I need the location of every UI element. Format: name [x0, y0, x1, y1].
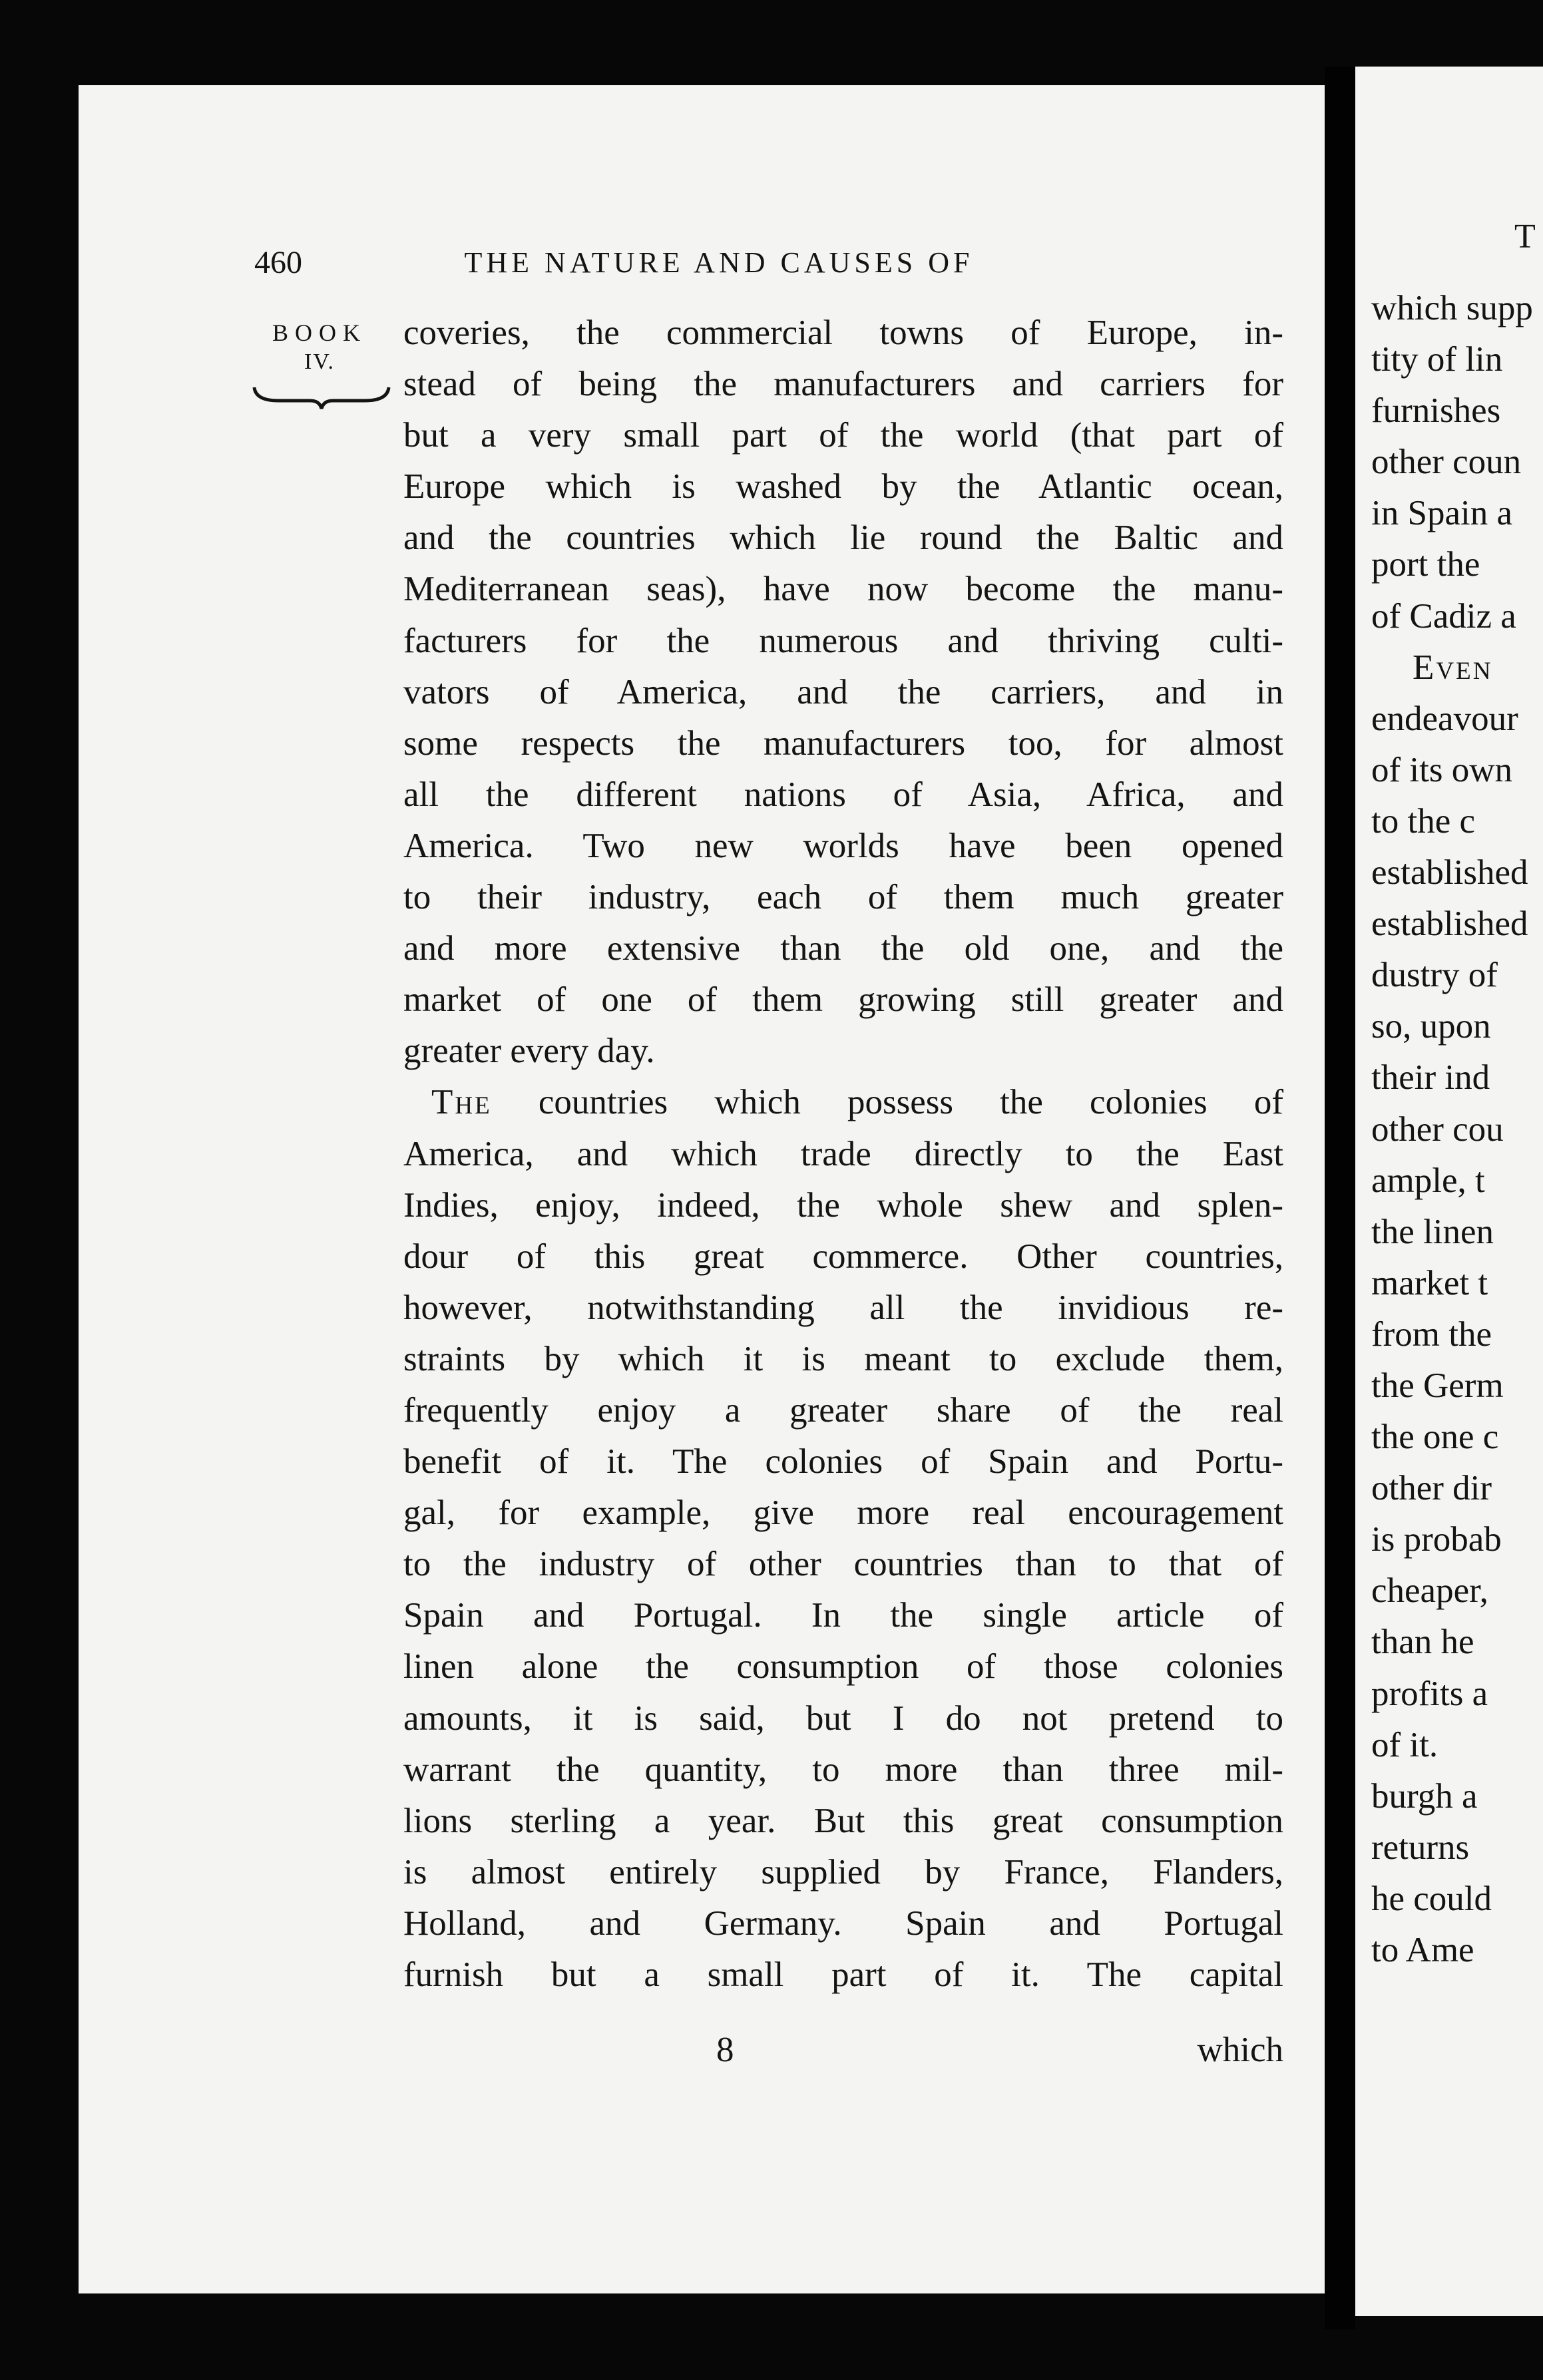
text-line: benefit of it. The colonies of Spain and Portu- [403, 1442, 1283, 1482]
text-line: greater every day. [403, 1032, 655, 1071]
text-line: market of one of them growing still greater and [403, 980, 1283, 1020]
text-line: furnishes [1371, 391, 1501, 431]
text-line: amounts, it is said, but I do not pretend to [403, 1698, 1283, 1738]
text-line: endeavour [1371, 699, 1518, 738]
text-line: Spain and Portugal. In the single article of [403, 1596, 1283, 1635]
text-line: market t [1371, 1263, 1488, 1302]
text-line: Indies, enjoy, indeed, the whole shew and splen- [403, 1185, 1283, 1225]
signature-mark: 8 [716, 2031, 734, 2069]
text-line: burgh a [1371, 1776, 1478, 1816]
text-line: than he [1371, 1623, 1474, 1662]
text-line: of its own [1371, 750, 1512, 789]
text-line: but a very small part of the world (that part of [403, 416, 1283, 455]
text-line: Holland, and Germany. Spain and Portugal [403, 1903, 1283, 1943]
text-line: he could [1371, 1879, 1492, 1918]
text-line: however, notwithstanding all the invidious re- [403, 1288, 1283, 1327]
text-line: all the different nations of Asia, Africa, and [403, 775, 1283, 814]
text-line: dustry of [1371, 956, 1498, 995]
text-line: the one c [1371, 1418, 1499, 1457]
text-line: warrant the quantity, to more than three mil- [403, 1750, 1283, 1789]
text-line: returns [1371, 1828, 1470, 1867]
text-line: to the industry of other countries than to that of [403, 1545, 1283, 1584]
text-line: stead of being the manufacturers and carriers for [403, 365, 1283, 404]
text-line: some respects the manufacturers too, for almost [403, 723, 1283, 763]
text-line: and more extensive than the old one, and the [403, 929, 1283, 968]
text-line: other coun [1371, 443, 1522, 482]
paragraph-first-line-rest: countries which possess the colonies of [491, 1083, 1283, 1122]
text-line: Even [1413, 648, 1493, 687]
text-line: the Germ [1371, 1366, 1504, 1405]
text-line: of it. [1371, 1725, 1438, 1764]
right-page-text [1371, 283, 1543, 1976]
text-line: vators of America, and the carriers, and in [403, 672, 1283, 711]
right-page-header-fragment: T [1514, 218, 1538, 256]
page-footer [403, 2023, 1283, 2077]
text-line: from the [1371, 1314, 1492, 1354]
margin-note-book: BOOK [272, 319, 367, 346]
paragraph-lead-word: The [431, 1083, 492, 1122]
margin-note [246, 318, 393, 377]
text-line: established [1371, 904, 1528, 944]
text-line: their ind [1371, 1058, 1490, 1097]
body-text [403, 307, 1283, 2001]
margin-note-volume: IV. [304, 349, 335, 374]
text-line: linen alone the consumption of those colonies [403, 1647, 1283, 1686]
text-line: dour of this great commerce. Other countries, [403, 1237, 1283, 1276]
text-line: America. Two new worlds have been opened [403, 826, 1283, 865]
text-line: to Ame [1371, 1931, 1474, 1969]
book-gutter [1325, 67, 1355, 2329]
text-line: is almost entirely supplied by France, Flanders, [403, 1852, 1283, 1891]
text-line: so, upon [1371, 1007, 1491, 1046]
text-line: facturers for the numerous and thriving culti- [403, 621, 1283, 660]
text-line: gal, for example, give more real encouragement [403, 1493, 1283, 1533]
text-line: profits a [1371, 1674, 1488, 1713]
text-line: Mediterranean seas), have now become the manu- [403, 570, 1283, 609]
text-line: is probab [1371, 1520, 1502, 1559]
text-line: coveries, the commercial towns of Europe, in- [403, 313, 1283, 352]
text-line: in Spain a [1371, 494, 1512, 533]
text-line: ample, t [1371, 1161, 1485, 1200]
running-header: THE NATURE AND CAUSES OF [464, 246, 974, 279]
text-line: frequently enjoy a greater share of the real [403, 1390, 1283, 1430]
text-line: and the countries which lie round the Baltic and [403, 518, 1283, 558]
text-line: Europe which is washed by the Atlantic ocean, [403, 467, 1283, 506]
text-line: to the c [1371, 801, 1475, 841]
margin-brace-icon [252, 378, 391, 411]
text-line: of Cadiz a [1371, 596, 1516, 636]
text-line: furnish but a small part of it. The capital [403, 1955, 1283, 1994]
text-line: tity of lin [1371, 340, 1503, 379]
text-line: to their industry, each of them much greater [403, 878, 1283, 917]
text-line: other cou [1371, 1109, 1504, 1149]
text-line: which supp [1371, 289, 1533, 327]
text-line: America, and which trade directly to the East [403, 1134, 1283, 1173]
text-line: port the [1371, 545, 1480, 584]
text-line: cheaper, [1371, 1571, 1488, 1611]
text-line: established [1371, 853, 1528, 892]
page-number: 460 [254, 245, 302, 280]
catchword: which [1197, 2031, 1283, 2069]
text-line: the linen [1371, 1212, 1494, 1251]
text-line: straints by which it is meant to exclude them, [403, 1339, 1283, 1378]
paragraph-first-line [403, 1077, 1283, 1128]
text-line: other dir [1371, 1469, 1492, 1508]
text-line: lions sterling a year. But this great consumption [403, 1801, 1283, 1840]
